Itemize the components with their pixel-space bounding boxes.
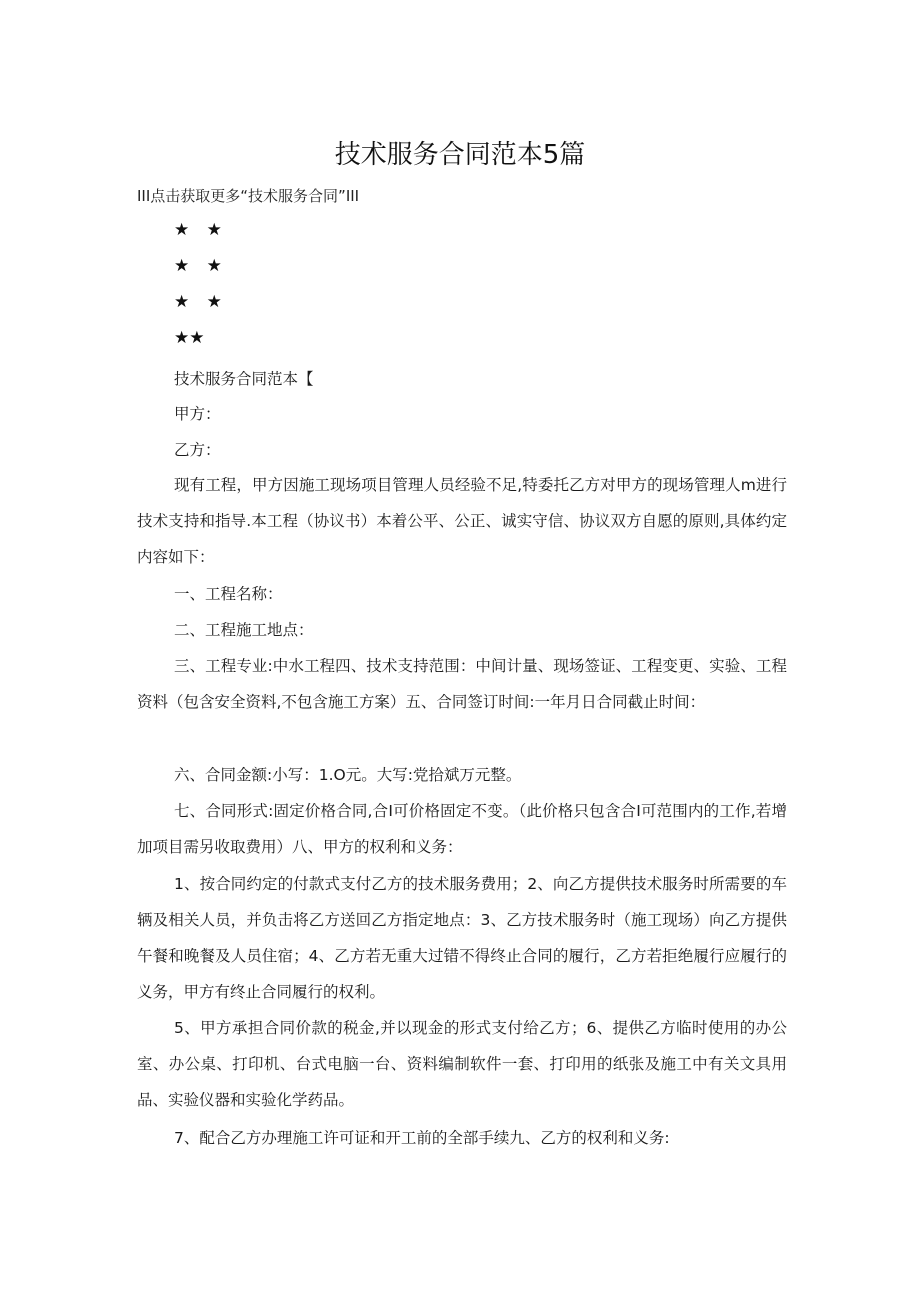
paragraph-party-a-duties-2: 5、甲方承担合同价款的税金,并以现金的形式支付给乙方；6、提供乙方临时使用的办公室、办公桌、打印机、台式电脑一台、资料编制软件一套、打印用的纸张及施工中有关文具用品、实验仪器和实验化学药品。 <box>137 1019 787 1109</box>
section-subtitle: 技术服务合同范本【 <box>174 370 314 388</box>
paragraph-contract-form: 七、合同形式:固定价格合同,合I可价格固定不变。（此价格只包含合I可范围内的工作,若增加项目需另收取费用）八、甲方的权利和义务： <box>137 802 787 856</box>
paragraph-contract-amount: 六、合同金额:小写：1.O元。大写:党拾斌万元整。 <box>174 766 522 784</box>
more-contracts-link[interactable]: III点击获取更多“技术服务合同”III <box>137 187 360 205</box>
document-title: 技术服务合同范本5篇 <box>334 140 586 170</box>
star-rating-row-3: ★ ★ <box>174 292 228 312</box>
party-b-label: 乙方： <box>174 441 221 459</box>
star-rating-row-2: ★ ★ <box>174 256 228 276</box>
star-rating-row-4: ★★ <box>174 328 205 348</box>
paragraph-specialty-scope: 三、工程专业:中水工程四、技术支持范围：中间计量、现场签证、工程变更、实验、工程资料（包含安全资料,不包含施工方案）五、合同签订时间:一年月日合同截止时间： <box>137 657 787 711</box>
paragraph-site-location: 二、工程施工地点： <box>174 621 314 639</box>
party-a-label: 甲方： <box>174 405 221 423</box>
paragraph-party-a-duties-1: 1、按合同约定的付款式支付乙方的技术服务费用；2、向乙方提供技术服务时所需要的车辆及相关人员，并负击将乙方送回乙方指定地点：3、乙方技术服务时（施工现场）向乙方提供午餐和晚餐及人员住宿；4、乙方若无重大过错不得终止合同的履行，乙方若拒绝履行应履行的义务，甲方有终止合同履行的权利。 <box>137 875 787 1001</box>
star-rating-row-1: ★ ★ <box>174 220 228 240</box>
paragraph-project-name: 一、工程名称： <box>174 585 283 603</box>
paragraph-intro: 现有工程，甲方因施工现场项目管理人员经验不足,特委托乙方对甲方的现场管理人m进行技术支持和指导.本工程（协议书）本着公平、公正、诚实守信、协议双方自愿的原则,具体约定内容如下： <box>137 476 787 566</box>
paragraph-party-a-duties-3: 7、配合乙方办理施工许可证和开工前的全部手续九、乙方的权利和义务: <box>174 1129 670 1147</box>
